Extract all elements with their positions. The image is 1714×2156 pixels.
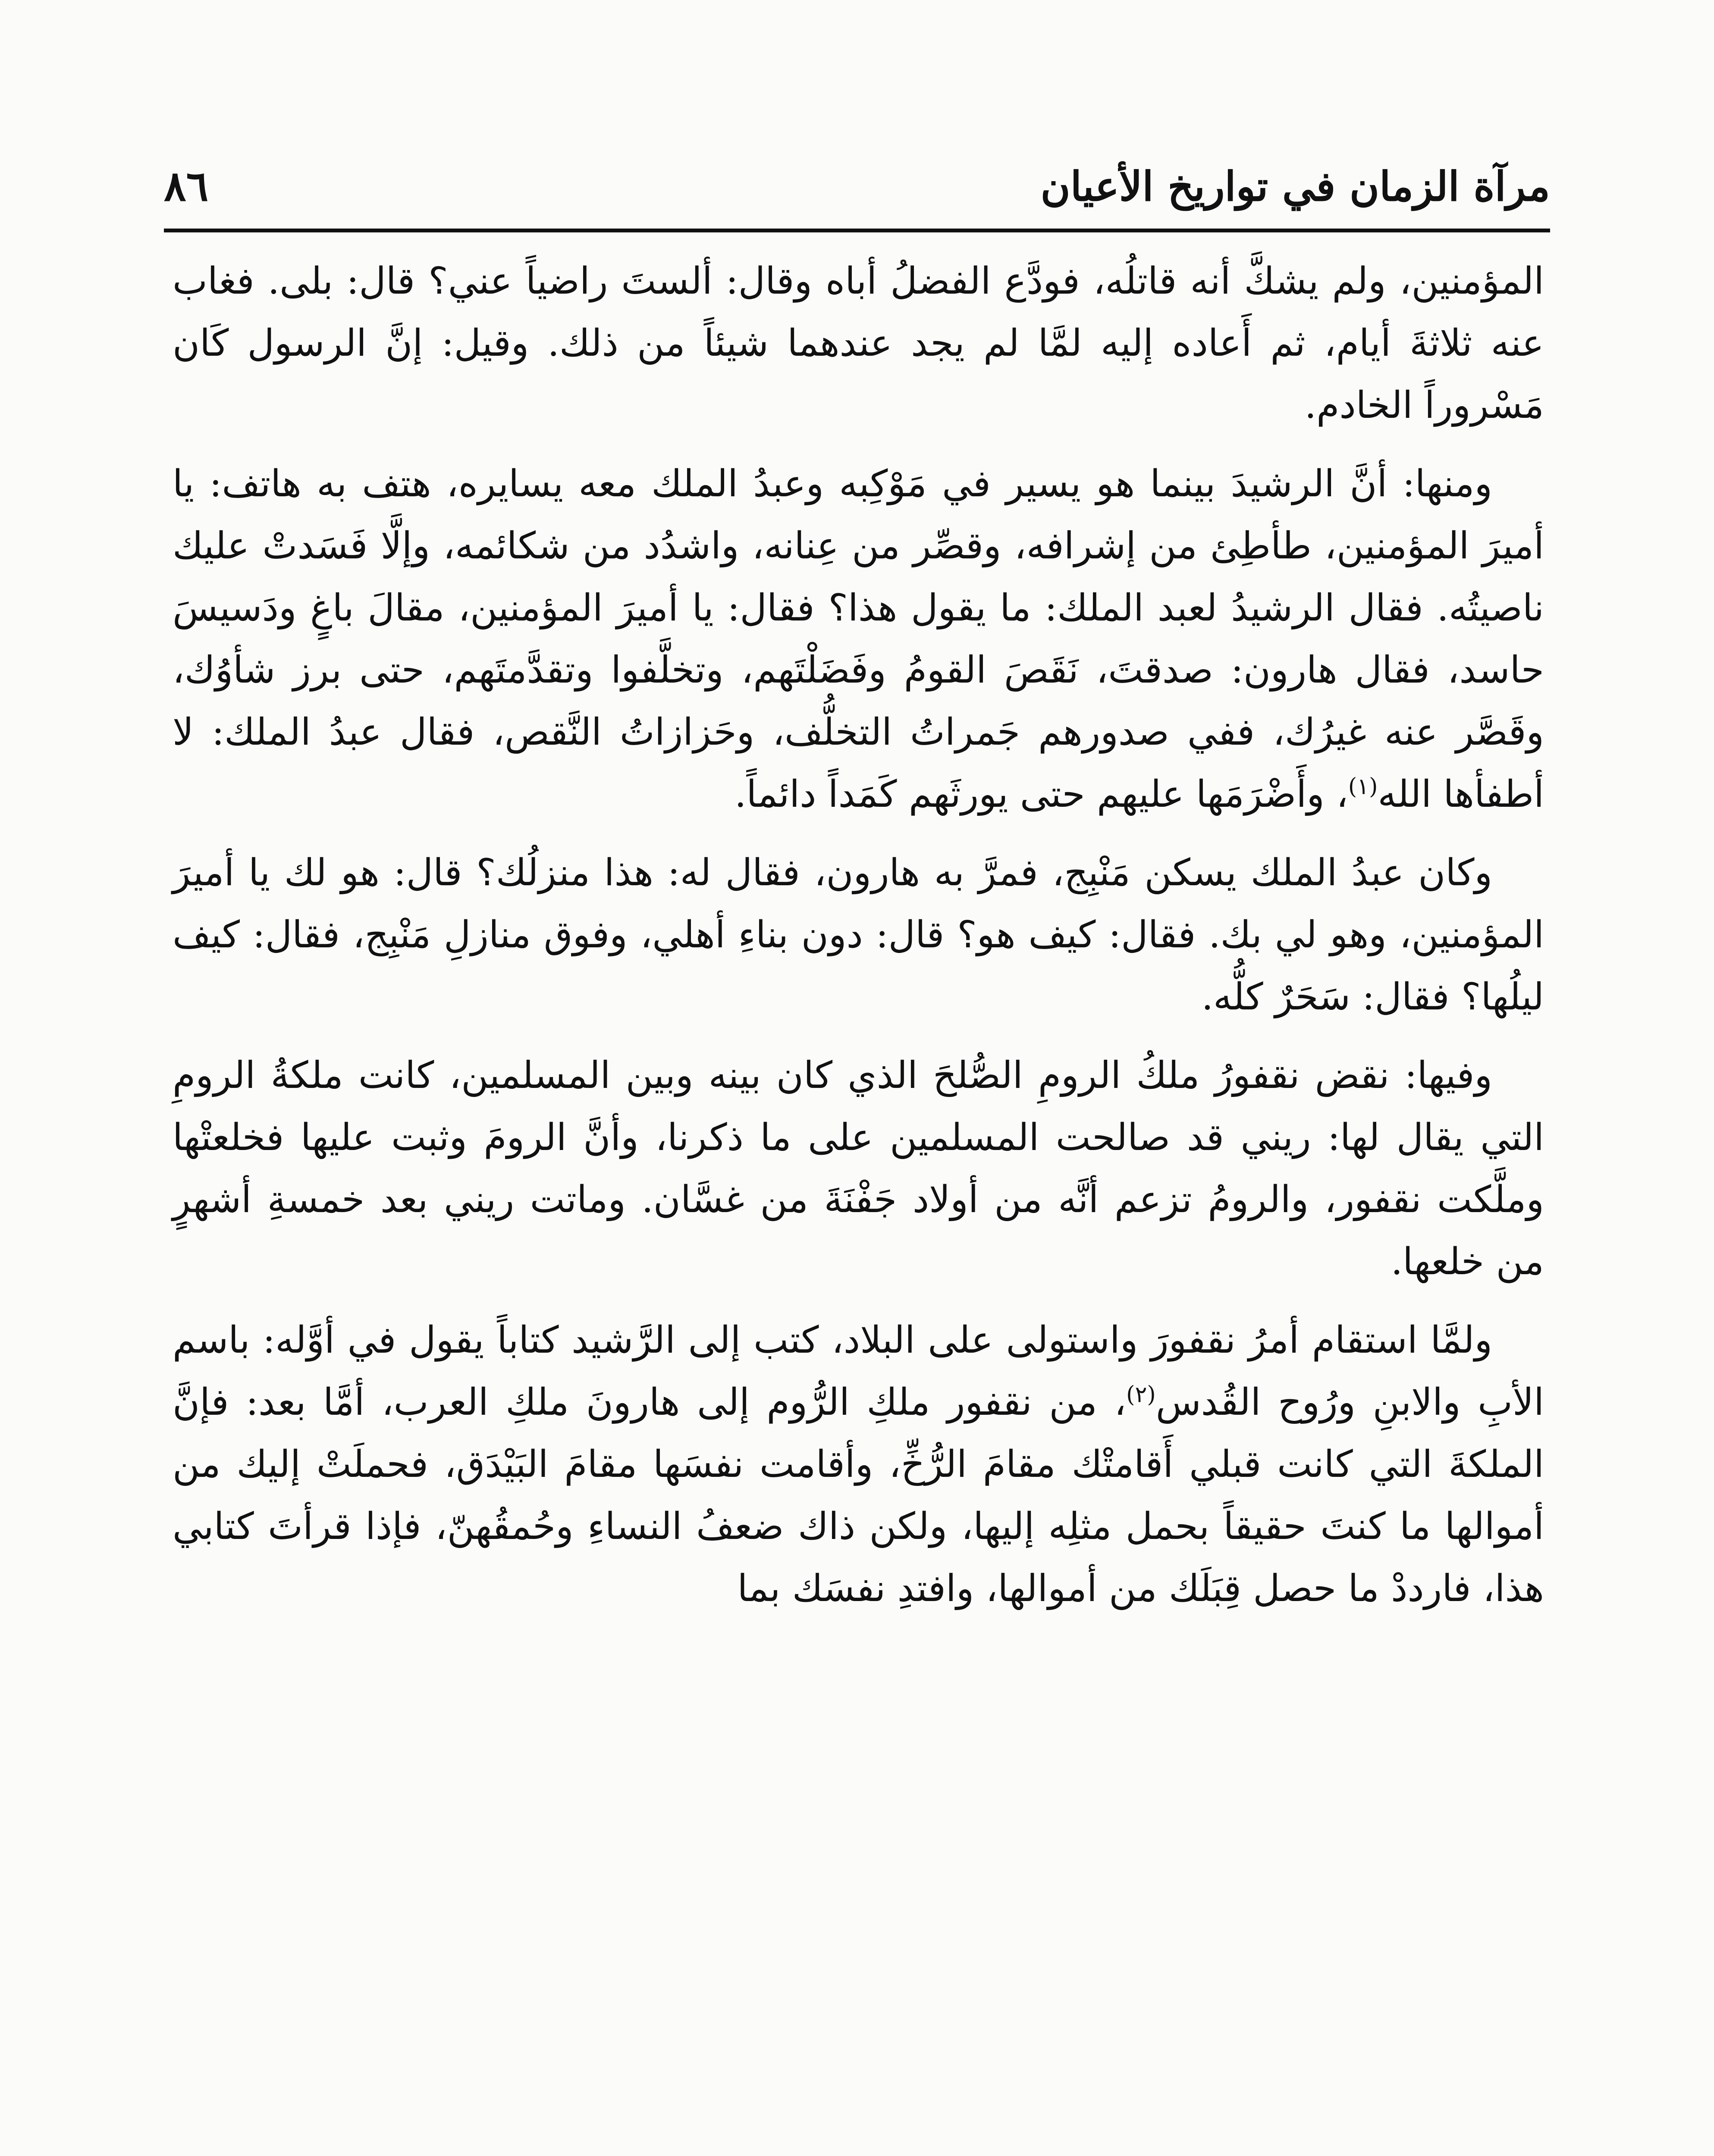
- footnote-ref-1: (١): [1348, 774, 1378, 800]
- paragraph-text: وكان عبدُ الملك يسكن مَنْبِج، فمرَّ به هارون، فقال له: هذا منزلُك؟ قال: هو لك يا أميرَ المؤمنين، وهو لي بك. فقال: كيف هو؟ قال: دون بناءِ أهلي، وفوق منازلِ مَنْبِج، فقال: كيف ليلُها؟ فقال: سَحَرٌ كلُّه.: [173, 851, 1544, 1018]
- paragraph-2: [173, 453, 1544, 825]
- paragraph-text-continued: ، من نقفور ملكِ الرُّوم إلى هارونَ ملكِ العرب، أمَّا بعد: فإنَّ الملكةَ التي كانت قبلي أَقامتْك مقامَ الرُّخِّ، وأقامت نفسَها مقامَ البَيْدَق، فحملَتْ إليك من أموالها ما كنتَ حقيقاً بحمل مثلِه إليها، ولكن ذاك ضعفُ النساءِ وحُمقُهنّ، فإذا قرأتَ كتابي هذا، فارددْ ما حصل قِبَلَك من أموالها، وافتدِ نفسَك بما: [173, 1381, 1544, 1610]
- page-number: ٨٦: [164, 162, 209, 210]
- page-header: [164, 142, 1550, 210]
- paragraph-1: [173, 250, 1544, 436]
- paragraph-text: ولمَّا استقام أمرُ نقفورَ واستولى على البلاد، كتب إلى الرَّشيد كتاباً يقول في أوَّله: باسم الأبِ والابنِ ورُوح القُدس: [173, 1319, 1544, 1424]
- paragraph-3: [173, 842, 1544, 1028]
- paragraph-text-continued: ، وأَضْرَمَها عليهم حتى يورثَهم كَمَداً دائماً.: [735, 773, 1348, 816]
- paragraph-4: [173, 1044, 1544, 1293]
- paragraph-text: المؤمنين، ولم يشكَّ أنه قاتلُه، فودَّع الفضلُ أباه وقال: ألستَ راضياً عني؟ قال: بلى. فغاب عنه ثلاثةَ أيام، ثم أَعاده إليه لمَّا لم يجد عندهما شيئاً من ذلك. وقيل: إنَّ الرسول كَان مَسْروراً الخادم.: [173, 260, 1544, 427]
- paragraph-5: [173, 1309, 1544, 1620]
- footnote-ref-2: (٢): [1126, 1382, 1156, 1408]
- main-text: [173, 250, 1544, 1636]
- paragraph-text: وفيها: نقض نقفورُ ملكُ الرومِ الصُّلحَ الذي كان بينه وبين المسلمين، كانت ملكةُ الرومِ التي يقال لها: ريني قد صالحت المسلمين على ما ذكرنا، وأنَّ الرومَ وثبت عليها فخلعتْها وملَّكت نقفور، والرومُ تزعم أنَّه من أولاد جَفْنَةَ من غسَّان. وماتت ريني بعد خمسةِ أشهرٍ من خلعها.: [173, 1054, 1544, 1283]
- header-rule: [164, 229, 1550, 232]
- paragraph-text: ومنها: أنَّ الرشيدَ بينما هو يسير في مَوْكِبه وعبدُ الملك معه يسايره، هتف به هاتف: يا أميرَ المؤمنين، طأطِئ من إشرافه، وقصِّر من عِنانه، واشدُد من شكائمه، وإلَّا فَسَدتْ عليك ناصيتُه. فقال الرشيدُ لعبد الملك: ما يقول هذا؟ فقال: يا أميرَ المؤمنين، مقالَ باغٍ ودَسيسَ حاسد، فقال هارون: صدقتَ، نَقَصَ القومُ وفَضَلْتَهم، وتخلَّفوا وتقدَّمتَهم، حتى برز شأوُك، وقَصَّر عنه غيرُك، ففي صدورهم جَمراتُ التخلُّف، وحَزازاتُ النَّقص، فقال عبدُ الملك: لا أطفأها الله: [173, 462, 1544, 816]
- running-title: مرآة الزمان في تواريخ الأعيان: [1040, 163, 1550, 210]
